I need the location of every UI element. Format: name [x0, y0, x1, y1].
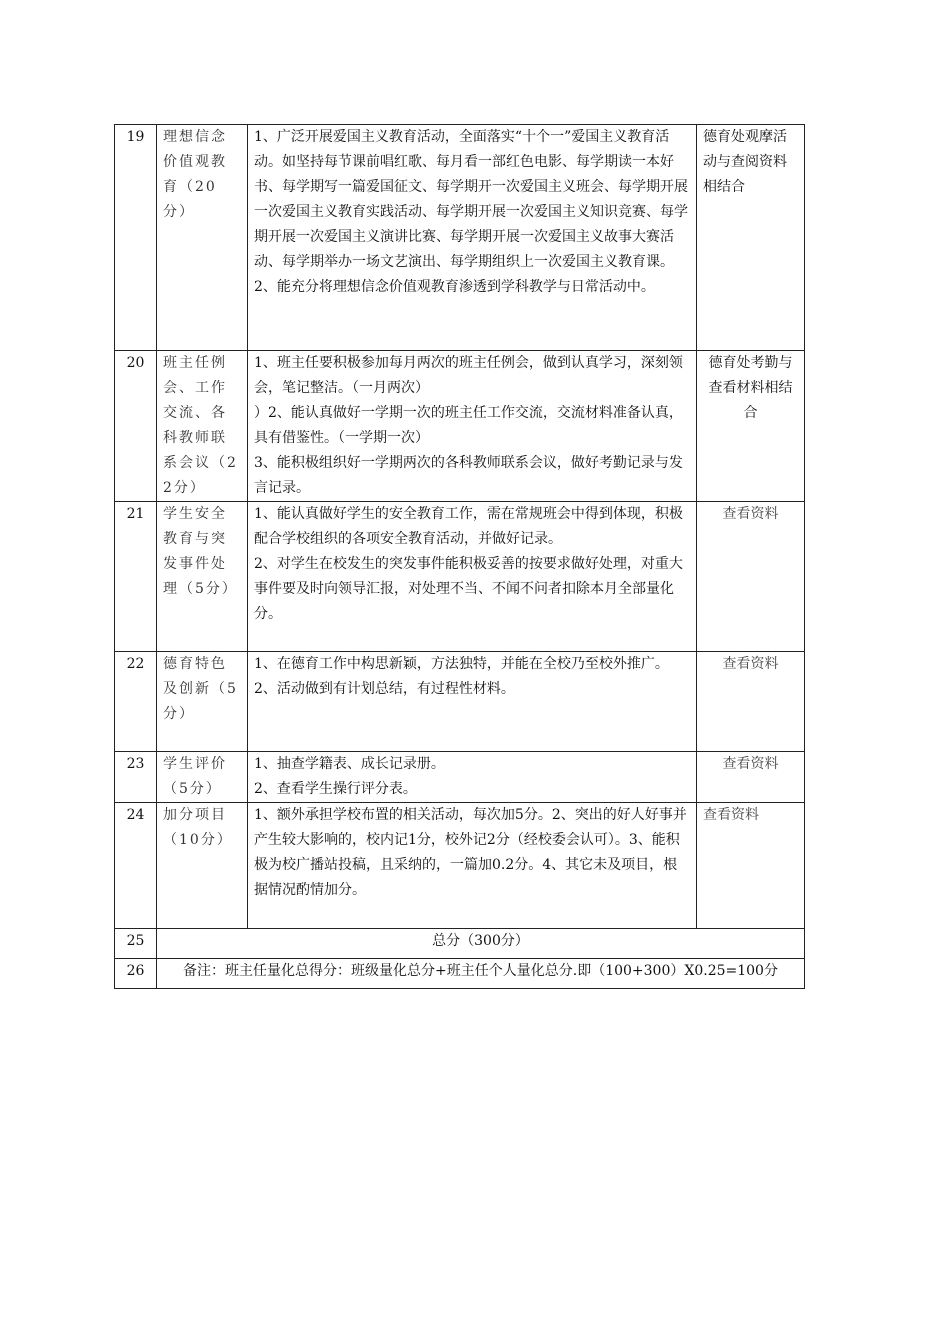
note-row [115, 959, 805, 989]
remark-note: 备注：班主任量化总得分：班级量化总分+班主任个人量化总分.即（100+300）X0.25=100分 [157, 959, 805, 989]
total-row [115, 929, 805, 959]
check-method: 查看资料 [697, 502, 805, 652]
total-score: 总分（300分） [157, 929, 805, 959]
evaluation-table [114, 124, 805, 989]
item-name: 学生评价（5分） [157, 752, 248, 803]
item-content [248, 502, 697, 652]
table-row [115, 752, 805, 803]
check-method: 德育处观摩活动与查阅资料相结合 [697, 125, 805, 351]
row-number: 20 [115, 351, 157, 502]
row-number: 22 [115, 652, 157, 752]
table-row [115, 502, 805, 652]
content-paragraph: 2、对学生在校发生的突发事件能积极妥善的按要求做好处理，对重大事件要及时向领导汇报，对处理不当、不闻不问者扣除本月全部量化分。 [254, 556, 683, 622]
content-paragraph: 1、额外承担学校布置的相关活动，每次加5分。2、突出的好人好事并产生较大影响的，校内记1分，校外记2分（经校委会认可）。3、能积极为校广播站投稿，且采纳的，一篇加0.2分。4、其它未及项目，根据情况酌情加分。 [254, 807, 687, 898]
item-name: 理想信念价值观教育（20分） [157, 125, 248, 351]
content-paragraph: 2、能充分将理想信念价值观教育渗透到学科教学与日常活动中。 [254, 279, 655, 295]
item-name: 加分项目（10分） [157, 803, 248, 929]
content-paragraph: 1、抽查学籍表、成长记录册。 [254, 756, 445, 772]
row-number: 21 [115, 502, 157, 652]
content-paragraph: 2、活动做到有计划总结，有过程性材料。 [254, 681, 515, 697]
content-paragraph: 3、能积极组织好一学期两次的各科教师联系会议，做好考勤记录与发言记录。 [254, 455, 683, 496]
check-method: 查看资料 [697, 803, 805, 929]
content-paragraph: 1、广泛开展爱国主义教育活动，全面落实“十个一”爱国主义教育活动。如坚持每节课前唱红歌、每月看一部红色电影、每学期读一本好书、每学期写一篇爱国征文、每学期开一次爱国主义班会、每学期开展一次爱国主义教育实践活动、每学期开展一次爱国主义知识竞赛、每学期开展一次爱国主义演讲比赛、每学期开展一次爱国主义故事大赛活动、每学期举办一场文艺演出、每学期组织上一次爱国主义教育课。 [254, 129, 688, 270]
content-paragraph: 2、查看学生操行评分表。 [254, 781, 417, 797]
item-content [248, 752, 697, 803]
row-number: 25 [115, 929, 157, 959]
table-row [115, 803, 805, 929]
item-content [248, 125, 697, 351]
row-number: 19 [115, 125, 157, 351]
content-paragraph: 1、能认真做好学生的安全教育工作，需在常规班会中得到体现，积极配合学校组织的各项安全教育活动，并做好记录。 [254, 506, 683, 547]
item-content [248, 803, 697, 929]
content-paragraph: 1、班主任要积极参加每月两次的班主任例会，做到认真学习，深刻领会，笔记整洁。（一月两次） [254, 355, 683, 396]
item-name: 班主任例会、工作交流、各科教师联系会议（22分） [157, 351, 248, 502]
check-method: 德育处考勤与查看材料相结合 [697, 351, 805, 502]
item-name: 德育特色及创新（5分） [157, 652, 248, 752]
table-row [115, 652, 805, 752]
item-name: 学生安全教育与突发事件处理（5分） [157, 502, 248, 652]
row-number: 26 [115, 959, 157, 989]
table-row [115, 351, 805, 502]
row-number: 23 [115, 752, 157, 803]
content-paragraph: ）2、能认真做好一学期一次的班主任工作交流，交流材料准备认真，具有借鉴性。（一学期一次） [254, 405, 683, 446]
check-method: 查看资料 [697, 752, 805, 803]
table-row [115, 125, 805, 351]
row-number: 24 [115, 803, 157, 929]
item-content [248, 351, 697, 502]
content-paragraph: 1、在德育工作中构思新颖，方法独特，并能在全校乃至校外推广。 [254, 656, 669, 672]
item-content [248, 652, 697, 752]
check-method: 查看资料 [697, 652, 805, 752]
